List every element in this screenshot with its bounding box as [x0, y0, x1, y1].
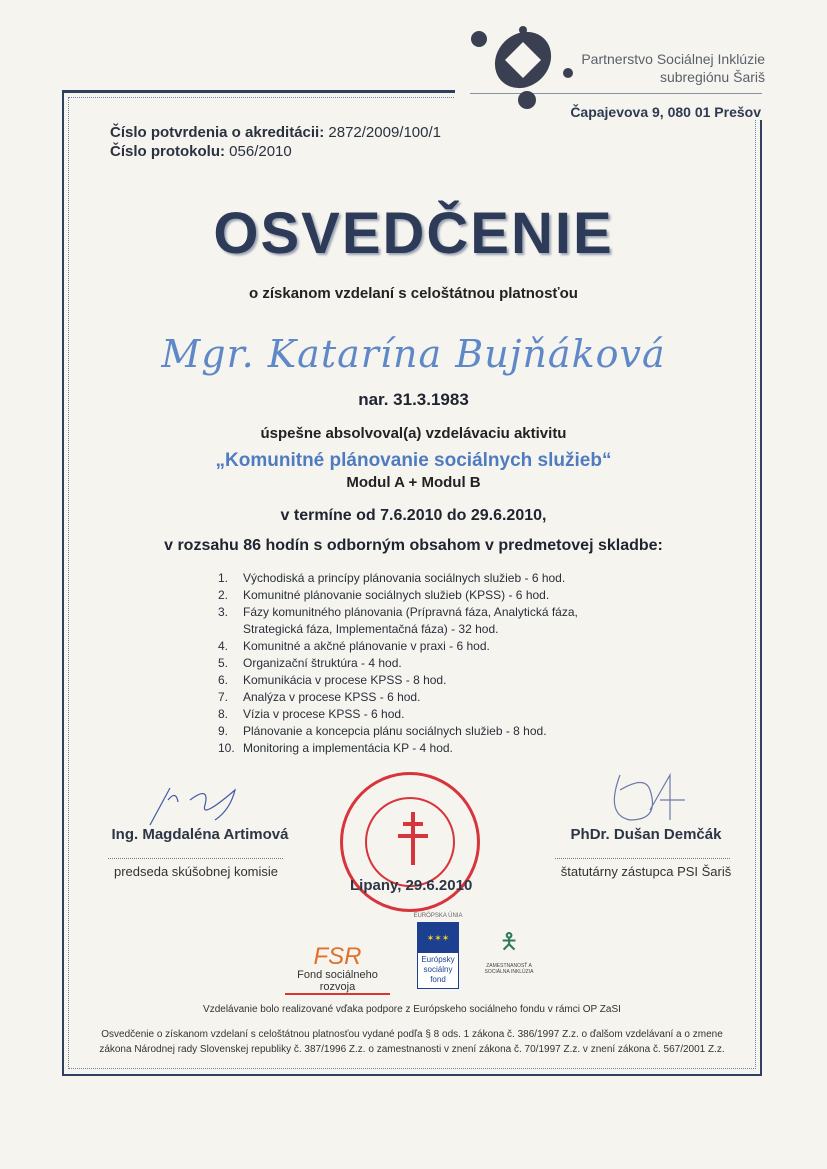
- topic-text: Monitoring a implementácia KP - 4 hod.: [243, 741, 453, 755]
- left-signatory-role: predseda skúšobnej komisie: [113, 864, 279, 879]
- topic-text: Vízia v procese KPSS - 6 hod.: [243, 707, 405, 721]
- right-signature-line: [555, 858, 730, 859]
- org-line1: Partnerstvo Sociálnej Inklúzie: [581, 51, 765, 67]
- recipient-name: Mgr. Katarína Bujňáková: [161, 332, 666, 376]
- eu-flag: ✶✶✶: [418, 923, 458, 953]
- accreditation-value: 2872/2009/100/1: [328, 124, 442, 141]
- organization-logo: [465, 0, 590, 112]
- topic-text: Strategická fáza, Implementačná fáza) - 32 hod.: [243, 622, 499, 636]
- people-icon: 🯅: [499, 929, 519, 954]
- accreditation-label: Číslo potvrdenia o akreditácii:: [110, 124, 325, 141]
- topic-item: [218, 570, 578, 587]
- protocol-label: Číslo protokolu:: [110, 143, 225, 160]
- topic-number: 8.: [218, 707, 229, 721]
- right-signatory-name: PhDr. Dušan Demčák: [570, 826, 722, 843]
- course-term: v termíne od 7.6.2010 do 29.6.2010,: [280, 507, 547, 524]
- topic-item: [218, 706, 578, 723]
- topic-item: [218, 604, 578, 621]
- topic-number: [218, 621, 243, 638]
- topic-item: [218, 723, 578, 740]
- topic-text: Východiská a princípy plánovania sociálnych služieb - 6 hod.: [243, 571, 566, 585]
- left-signatory-name: Ing. Magdaléna Artimová: [111, 826, 289, 843]
- double-cross-icon: [393, 810, 433, 870]
- eu-label: EURÓPSKA ÚNIA: [413, 913, 463, 919]
- topic-number: 7.: [218, 690, 229, 704]
- topic-item: [218, 638, 578, 655]
- topic-item: [218, 621, 578, 638]
- place-and-date: Lipany, 29.6.2010: [350, 877, 473, 894]
- completion-text: úspešne absolvoval(a) vzdelávaciu aktivitu: [260, 425, 567, 442]
- organization-name: [581, 50, 765, 86]
- certificate-subtitle: o získanom vzdelaní s celoštátnou platnosťou: [249, 285, 578, 302]
- right-signatory-role: štatutárny zástupca PSI Šariš: [560, 864, 732, 879]
- topic-item: [218, 587, 578, 604]
- topic-text: Plánovanie a koncepcia plánu sociálnych služieb - 8 hod.: [243, 724, 547, 738]
- topic-text: Komunitné a akčné plánovanie v praxi - 6 hod.: [243, 639, 490, 653]
- zasi-text: ZAMESTNANOSŤ A SOCIÁLNA INKLÚZIA: [484, 963, 534, 975]
- topic-item: [218, 740, 578, 757]
- right-signature: [600, 770, 690, 830]
- topic-number: 6.: [218, 673, 229, 687]
- funding-note: Vzdelávanie bolo realizované vďaka podpore z Európskeho sociálneho fondu v rámci OP ZaSI: [203, 1004, 621, 1015]
- topic-number: 10.: [218, 741, 235, 755]
- birth-date: nar. 31.3.1983: [358, 390, 469, 409]
- topic-list: [218, 570, 578, 757]
- topic-text: Analýza v procese KPSS - 6 hod.: [243, 690, 421, 704]
- topic-text: Organizační štruktúra - 4 hod.: [243, 656, 402, 670]
- esf-text: Európsky sociálny fond: [421, 955, 455, 984]
- topic-number: 1.: [218, 571, 229, 585]
- topic-text: Fázy komunitného plánovania (Prípravná fáza, Analytická fáza,: [243, 605, 578, 619]
- protocol-value: 056/2010: [229, 143, 292, 160]
- course-scope: v rozsahu 86 hodín s odborným obsahom v predmetovej skladbe:: [164, 537, 663, 554]
- organization-address: Čapajevova 9, 080 01 Prešov: [570, 104, 761, 120]
- fsr-logo: [285, 945, 390, 995]
- left-signature-line: [108, 858, 283, 859]
- legal-note-line2: zákona Národnej rady Slovenskej republiky č. 387/1996 Z.z. o zamestnanosti v znení zákona č. 70/1997 Z.z. v znení zákona č. 567/2001 Z.z.: [99, 1044, 725, 1055]
- topic-number: 3.: [218, 605, 229, 619]
- zasi-logo: [478, 925, 540, 975]
- topic-item: [218, 672, 578, 689]
- course-modules: Modul A + Modul B: [346, 474, 481, 491]
- topic-item: [218, 655, 578, 672]
- certificate-title: OSVEDČENIE: [213, 201, 614, 266]
- topic-number: 5.: [218, 656, 229, 670]
- esf-logo: [417, 922, 459, 989]
- org-line2: subregiónu Šariš: [659, 69, 765, 85]
- course-title: „Komunitné plánovanie sociálnych služieb“: [215, 450, 612, 471]
- topic-text: Komunikácia v procese KPSS - 8 hod.: [243, 673, 447, 687]
- protocol-number: [110, 143, 292, 160]
- topic-number: 4.: [218, 639, 229, 653]
- topic-number: 2.: [218, 588, 229, 602]
- topic-item: [218, 689, 578, 706]
- left-signature: [140, 780, 260, 830]
- accreditation-number: [110, 124, 441, 141]
- legal-note-line1: Osvedčenie o získanom vzdelaní s celoštátnou platnosťou vydané podľa § 8 ods. 1 zákona č. 386/1997 Z.z. o ďalšom vzdelávaní a o zmene: [101, 1029, 723, 1040]
- topic-number: 9.: [218, 724, 229, 738]
- fsr-text: Fond sociálneho rozvoja: [297, 969, 378, 993]
- topic-text: Komunitné plánovanie sociálnych služieb (KPSS) - 6 hod.: [243, 588, 550, 602]
- fsr-mark: FSR: [313, 943, 362, 970]
